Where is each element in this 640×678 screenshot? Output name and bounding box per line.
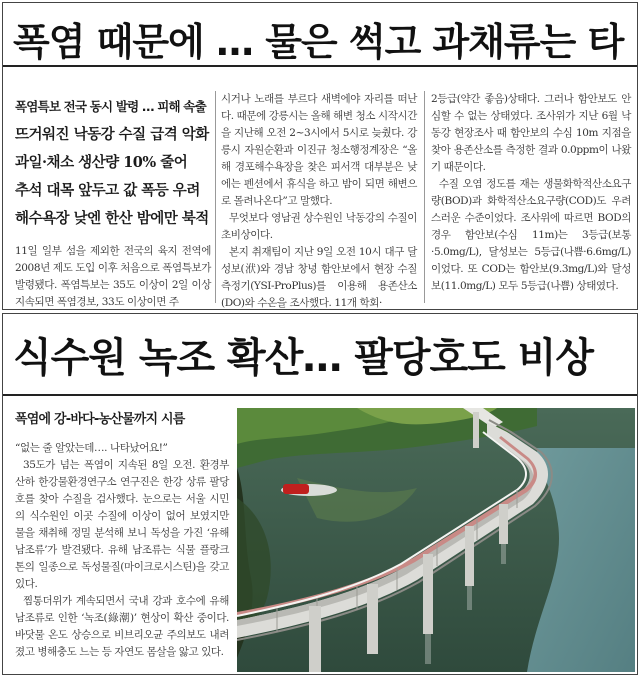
article-clipping-heatwave bbox=[2, 2, 638, 310]
headline-rule bbox=[3, 394, 637, 396]
subhead-2: 뜨거워진 낙동강 수질 급격 악화 bbox=[15, 126, 209, 143]
paragraph: 시거나 노래를 부르다 새벽에야 자리를 떠난다. 때문에 강릉시는 올해 해변 청소 시작시간을 지난해 오전 2~3시에서 5시로 늦췄다. 강릉시 자원순환과 이진규 청소행정계장은 “올해 경포해수욕장을 찾은 피서객 대부분은 낮에는 펜션에서 휴식을 하고 밤이 되면 해변으로 몰려나온다”고 말했다. bbox=[221, 93, 417, 207]
paragraph: 찜통더위가 계속되면서 국내 강과 호수에 유해 남조류로 인한 ‘녹조(綠潮)’ 현상이 확산 중이다. 바닷물 온도 상승으로 비브리오균 주의보도 내려졌고 병해충도 느는 등 자연도 몸살을 앓고 있다. bbox=[15, 595, 229, 658]
subheads bbox=[15, 93, 215, 233]
paragraph: 2등급(약간 좋음)상태다. 그러나 함안보도 안심할 수 없는 상태였다. 조사위가 지난 6월 낙동강 현장조사 때 함안보의 수심 10m 지점을 찾아 용존산소를 측정한 결과 0.0ppm이 나왔기 때문이다. bbox=[431, 93, 631, 173]
subhead-4: 추석 대목 앞두고 값 폭등 우려 bbox=[15, 182, 200, 199]
headline-rule bbox=[3, 65, 637, 67]
body-column-3 bbox=[431, 91, 631, 295]
lake-boardwalk-illustration bbox=[237, 408, 635, 672]
subhead-5: 해수욕장 낮엔 한산 밤에만 북적 bbox=[15, 210, 209, 227]
photo-lake-boardwalk bbox=[237, 408, 635, 672]
paragraph: 11일 일부 섬을 제외한 전국의 육지 전역에 2008년 제도 도입 이후 처음으로 폭염특보가 발령됐다. 폭염특보는 35도 이상이 2일 이상 지속되면 폭염경보, 33도 이상이면 주 bbox=[15, 245, 211, 308]
column-divider bbox=[424, 91, 425, 303]
subhead: 폭염에 강-바다-농산물까지 시름 bbox=[15, 412, 185, 427]
subhead-1: 폭염특보 전국 동시 발령 … 피해 속출 bbox=[15, 99, 206, 114]
subhead-3: 과일·채소 생산량 10% 줄어 bbox=[15, 154, 188, 171]
headline-heatwave: 폭염 때문에 … 물은 썩고 과채류는 타 bbox=[13, 20, 624, 64]
quote: “없는 줄 알았는데…. 나타났어요!” bbox=[15, 442, 168, 454]
paragraph: 본지 취재팀이 지난 9일 오전 10시 대구 달성보(洑)와 경남 창녕 함안보에서 현장 수질 측정기(YSI-ProPlus)를 이용해 용존산소(DO)와 수온을 조사했다. 11개 학회· bbox=[221, 246, 417, 309]
paragraph: 수질 오염 정도를 재는 생물화학적산소요구량(BOD)과 화학적산소요구량(COD)도 우려스러운 수준이었다. 조사위에 따르면 BOD의 경우 함안보(수심 11m)는 3등급(보통·5.0mg/L), 달성보는 5등급(나쁨·6.6mg/L)이었다. 또 COD는 함안보(9.3mg/L)와 달성보(11.0mg/L) 모두 5등급(나쁨) 상태였다. bbox=[431, 178, 631, 292]
headline-algae: 식수원 녹조 확산… 팔당호도 비상 bbox=[13, 335, 594, 381]
body-column bbox=[15, 440, 229, 661]
paragraph: 무엇보다 영남권 상수원인 낙동강의 수질이 초비상이다. bbox=[221, 212, 417, 241]
column-divider bbox=[215, 91, 216, 303]
body-column-2 bbox=[221, 91, 417, 310]
article-clipping-algae bbox=[2, 313, 638, 675]
paragraph: 35도가 넘는 폭염이 지속된 8일 오전. 환경부 산하 한강물환경연구소 연구진은 한강 상류 팔당호를 찾아 수질을 검사했다. 눈으로는 서울 시민의 식수원인 이곳 수질에 이상이 없어 보였지만 물을 채취해 정밀 분석해 보니 독성을 가진 ‘유해 남조류’가 발견됐다. 유해 남조류는 식물 플랑크톤의 일종으로 독성물질(마이크로시스틴)을 갖고 있다. bbox=[15, 459, 229, 590]
body-column-1 bbox=[15, 243, 211, 310]
